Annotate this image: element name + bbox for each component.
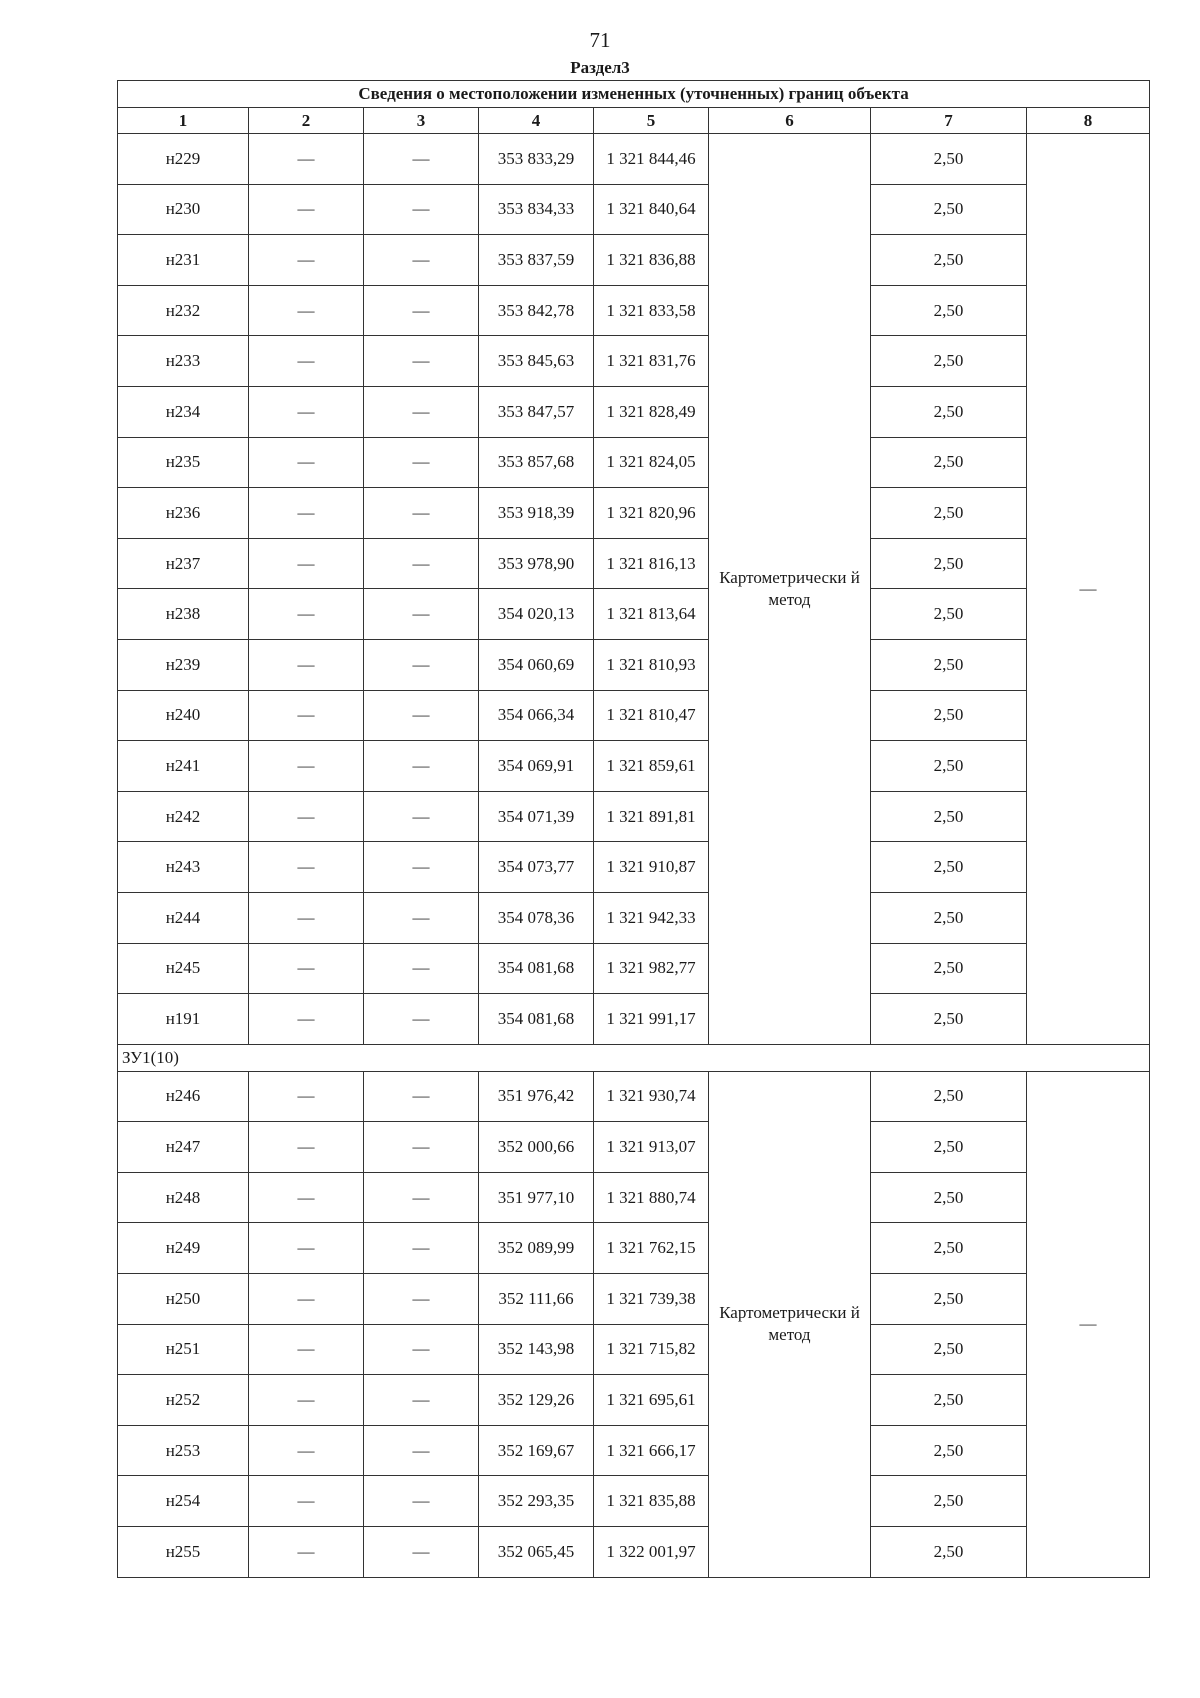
col3-cell: — xyxy=(364,639,479,690)
table-row xyxy=(118,1324,1150,1375)
col2-cell: — xyxy=(249,1375,364,1426)
point-id-cell: н254 xyxy=(118,1476,249,1527)
table-row xyxy=(118,639,1150,690)
table-row xyxy=(118,791,1150,842)
x-coordinate-cell: 354 078,36 xyxy=(479,892,594,943)
y-coordinate-cell: 1 321 833,58 xyxy=(594,285,709,336)
column-header: 3 xyxy=(364,108,479,134)
point-id-cell: н191 xyxy=(118,994,249,1045)
col2-cell: — xyxy=(249,842,364,893)
col3-cell: — xyxy=(364,1274,479,1325)
col3-cell: — xyxy=(364,235,479,286)
table-row xyxy=(118,285,1150,336)
y-coordinate-cell: 1 321 813,64 xyxy=(594,589,709,640)
page-number: 71 xyxy=(589,28,611,52)
point-id-cell: н237 xyxy=(118,538,249,589)
column-header: 6 xyxy=(709,108,871,134)
point-id-cell: н233 xyxy=(118,336,249,387)
x-coordinate-cell: 352 129,26 xyxy=(479,1375,594,1426)
col3-cell: — xyxy=(364,184,479,235)
y-coordinate-cell: 1 321 930,74 xyxy=(594,1071,709,1122)
point-id-cell: н230 xyxy=(118,184,249,235)
col2-cell: — xyxy=(249,336,364,387)
x-coordinate-cell: 354 066,34 xyxy=(479,690,594,741)
accuracy-cell: 2,50 xyxy=(871,1172,1027,1223)
x-coordinate-cell: 353 842,78 xyxy=(479,285,594,336)
y-coordinate-cell: 1 321 828,49 xyxy=(594,386,709,437)
accuracy-cell: 2,50 xyxy=(871,235,1027,286)
table-row xyxy=(118,943,1150,994)
y-coordinate-cell: 1 321 840,64 xyxy=(594,184,709,235)
accuracy-cell: 2,50 xyxy=(871,285,1027,336)
x-coordinate-cell: 354 060,69 xyxy=(479,639,594,690)
x-coordinate-cell: 352 293,35 xyxy=(479,1476,594,1527)
y-coordinate-cell: 1 321 831,76 xyxy=(594,336,709,387)
y-coordinate-cell: 1 321 913,07 xyxy=(594,1122,709,1173)
accuracy-cell: 2,50 xyxy=(871,1476,1027,1527)
x-coordinate-cell: 353 857,68 xyxy=(479,437,594,488)
x-coordinate-cell: 353 833,29 xyxy=(479,134,594,185)
table-body xyxy=(118,134,1150,1578)
col3-cell: — xyxy=(364,336,479,387)
y-coordinate-cell: 1 321 824,05 xyxy=(594,437,709,488)
point-id-cell: н255 xyxy=(118,1527,249,1578)
table-row xyxy=(118,1527,1150,1578)
point-id-cell: н236 xyxy=(118,488,249,539)
x-coordinate-cell: 352 000,66 xyxy=(479,1122,594,1173)
accuracy-cell: 2,50 xyxy=(871,741,1027,792)
table-row xyxy=(118,437,1150,488)
accuracy-cell: 2,50 xyxy=(871,639,1027,690)
table-row xyxy=(118,589,1150,640)
accuracy-cell: 2,50 xyxy=(871,386,1027,437)
point-id-cell: н249 xyxy=(118,1223,249,1274)
table-row xyxy=(118,1122,1150,1173)
table-row xyxy=(118,134,1150,185)
col2-cell: — xyxy=(249,1223,364,1274)
point-id-cell: н241 xyxy=(118,741,249,792)
y-coordinate-cell: 1 321 695,61 xyxy=(594,1375,709,1426)
x-coordinate-cell: 353 978,90 xyxy=(479,538,594,589)
col3-cell: — xyxy=(364,690,479,741)
table-row xyxy=(118,488,1150,539)
col2-cell: — xyxy=(249,488,364,539)
table-row xyxy=(118,1071,1150,1122)
col2-cell: — xyxy=(249,538,364,589)
section-title: Раздел3 xyxy=(570,58,630,77)
table-row xyxy=(118,1425,1150,1476)
accuracy-cell: 2,50 xyxy=(871,488,1027,539)
accuracy-cell: 2,50 xyxy=(871,1223,1027,1274)
method-cell: Картометрически й метод xyxy=(709,1071,871,1577)
y-coordinate-cell: 1 321 810,93 xyxy=(594,639,709,690)
accuracy-cell: 2,50 xyxy=(871,336,1027,387)
col2-cell: — xyxy=(249,285,364,336)
col3-cell: — xyxy=(364,285,479,336)
col2-cell: — xyxy=(249,690,364,741)
x-coordinate-cell: 353 834,33 xyxy=(479,184,594,235)
y-coordinate-cell: 1 322 001,97 xyxy=(594,1527,709,1578)
table-row xyxy=(118,842,1150,893)
table-row xyxy=(118,386,1150,437)
table-row xyxy=(118,235,1150,286)
y-coordinate-cell: 1 321 835,88 xyxy=(594,1476,709,1527)
accuracy-cell: 2,50 xyxy=(871,538,1027,589)
col2-cell: — xyxy=(249,943,364,994)
point-id-cell: н243 xyxy=(118,842,249,893)
x-coordinate-cell: 354 081,68 xyxy=(479,994,594,1045)
y-coordinate-cell: 1 321 982,77 xyxy=(594,943,709,994)
col2-cell: — xyxy=(249,134,364,185)
col3-cell: — xyxy=(364,1223,479,1274)
col3-cell: — xyxy=(364,538,479,589)
x-coordinate-cell: 353 918,39 xyxy=(479,488,594,539)
col3-cell: — xyxy=(364,1324,479,1375)
y-coordinate-cell: 1 321 762,15 xyxy=(594,1223,709,1274)
table-row xyxy=(118,690,1150,741)
accuracy-cell: 2,50 xyxy=(871,437,1027,488)
y-coordinate-cell: 1 321 844,46 xyxy=(594,134,709,185)
method-cell: Картометрически й метод xyxy=(709,134,871,1045)
col3-cell: — xyxy=(364,1071,479,1122)
accuracy-cell: 2,50 xyxy=(871,1122,1027,1173)
x-coordinate-cell: 352 169,67 xyxy=(479,1425,594,1476)
x-coordinate-cell: 353 847,57 xyxy=(479,386,594,437)
table-row xyxy=(118,1223,1150,1274)
col2-cell: — xyxy=(249,741,364,792)
accuracy-cell: 2,50 xyxy=(871,134,1027,185)
col2-cell: — xyxy=(249,791,364,842)
table-row xyxy=(118,538,1150,589)
col3-cell: — xyxy=(364,386,479,437)
y-coordinate-cell: 1 321 910,87 xyxy=(594,842,709,893)
point-id-cell: н242 xyxy=(118,791,249,842)
table-row xyxy=(118,336,1150,387)
accuracy-cell: 2,50 xyxy=(871,1071,1027,1122)
y-coordinate-cell: 1 321 891,81 xyxy=(594,791,709,842)
point-id-cell: н250 xyxy=(118,1274,249,1325)
point-id-cell: н238 xyxy=(118,589,249,640)
accuracy-cell: 2,50 xyxy=(871,1425,1027,1476)
col3-cell: — xyxy=(364,1172,479,1223)
col2-cell: — xyxy=(249,184,364,235)
y-coordinate-cell: 1 321 810,47 xyxy=(594,690,709,741)
point-id-cell: н240 xyxy=(118,690,249,741)
x-coordinate-cell: 354 081,68 xyxy=(479,943,594,994)
col2-cell: — xyxy=(249,1274,364,1325)
col3-cell: — xyxy=(364,791,479,842)
column-header: 5 xyxy=(594,108,709,134)
accuracy-cell: 2,50 xyxy=(871,1375,1027,1426)
col2-cell: — xyxy=(249,639,364,690)
col3-cell: — xyxy=(364,842,479,893)
y-coordinate-cell: 1 321 880,74 xyxy=(594,1172,709,1223)
accuracy-cell: 2,50 xyxy=(871,1274,1027,1325)
y-coordinate-cell: 1 321 859,61 xyxy=(594,741,709,792)
point-id-cell: н234 xyxy=(118,386,249,437)
point-id-cell: н229 xyxy=(118,134,249,185)
point-id-cell: н244 xyxy=(118,892,249,943)
col2-cell: — xyxy=(249,1122,364,1173)
column-header: 8 xyxy=(1027,108,1150,134)
x-coordinate-cell: 352 065,45 xyxy=(479,1527,594,1578)
table-row xyxy=(118,1476,1150,1527)
x-coordinate-cell: 352 089,99 xyxy=(479,1223,594,1274)
col3-cell: — xyxy=(364,488,479,539)
accuracy-cell: 2,50 xyxy=(871,943,1027,994)
column-header: 4 xyxy=(479,108,594,134)
col2-cell: — xyxy=(249,1527,364,1578)
y-coordinate-cell: 1 321 942,33 xyxy=(594,892,709,943)
y-coordinate-cell: 1 321 816,13 xyxy=(594,538,709,589)
accuracy-cell: 2,50 xyxy=(871,690,1027,741)
point-id-cell: н235 xyxy=(118,437,249,488)
x-coordinate-cell: 354 069,91 xyxy=(479,741,594,792)
group-label: ЗУ1(10) xyxy=(118,1044,1150,1071)
col3-cell: — xyxy=(364,134,479,185)
accuracy-cell: 2,50 xyxy=(871,791,1027,842)
col2-cell: — xyxy=(249,1071,364,1122)
col2-cell: — xyxy=(249,1476,364,1527)
col2-cell: — xyxy=(249,892,364,943)
table-row xyxy=(118,892,1150,943)
y-coordinate-cell: 1 321 836,88 xyxy=(594,235,709,286)
accuracy-cell: 2,50 xyxy=(871,184,1027,235)
y-coordinate-cell: 1 321 820,96 xyxy=(594,488,709,539)
x-coordinate-cell: 353 837,59 xyxy=(479,235,594,286)
point-id-cell: н248 xyxy=(118,1172,249,1223)
table-row xyxy=(118,741,1150,792)
point-id-cell: н245 xyxy=(118,943,249,994)
col2-cell: — xyxy=(249,1425,364,1476)
table-row xyxy=(118,1375,1150,1426)
x-coordinate-cell: 351 976,42 xyxy=(479,1071,594,1122)
y-coordinate-cell: 1 321 715,82 xyxy=(594,1324,709,1375)
col2-cell: — xyxy=(249,1324,364,1375)
col2-cell: — xyxy=(249,1172,364,1223)
y-coordinate-cell: 1 321 991,17 xyxy=(594,994,709,1045)
y-coordinate-cell: 1 321 666,17 xyxy=(594,1425,709,1476)
column-header: 2 xyxy=(249,108,364,134)
col3-cell: — xyxy=(364,589,479,640)
col2-cell: — xyxy=(249,235,364,286)
col3-cell: — xyxy=(364,994,479,1045)
point-id-cell: н231 xyxy=(118,235,249,286)
x-coordinate-cell: 352 143,98 xyxy=(479,1324,594,1375)
x-coordinate-cell: 352 111,66 xyxy=(479,1274,594,1325)
boundary-coordinates-table xyxy=(117,80,1150,1578)
col3-cell: — xyxy=(364,1425,479,1476)
table-row xyxy=(118,1274,1150,1325)
col2-cell: — xyxy=(249,589,364,640)
point-id-cell: н251 xyxy=(118,1324,249,1375)
point-id-cell: н247 xyxy=(118,1122,249,1173)
col3-cell: — xyxy=(364,892,479,943)
y-coordinate-cell: 1 321 739,38 xyxy=(594,1274,709,1325)
point-id-cell: н253 xyxy=(118,1425,249,1476)
table-row xyxy=(118,1172,1150,1223)
column-header: 7 xyxy=(871,108,1027,134)
col8-cell: — xyxy=(1027,134,1150,1045)
col3-cell: — xyxy=(364,1476,479,1527)
point-id-cell: н252 xyxy=(118,1375,249,1426)
x-coordinate-cell: 353 845,63 xyxy=(479,336,594,387)
col2-cell: — xyxy=(249,437,364,488)
col3-cell: — xyxy=(364,1375,479,1426)
col3-cell: — xyxy=(364,1527,479,1578)
table-row xyxy=(118,184,1150,235)
point-id-cell: н239 xyxy=(118,639,249,690)
col3-cell: — xyxy=(364,741,479,792)
table-title: Сведения о местоположении измененных (уточненных) границ объекта xyxy=(118,81,1150,108)
point-id-cell: н246 xyxy=(118,1071,249,1122)
col2-cell: — xyxy=(249,386,364,437)
accuracy-cell: 2,50 xyxy=(871,842,1027,893)
column-header: 1 xyxy=(118,108,249,134)
point-id-cell: н232 xyxy=(118,285,249,336)
accuracy-cell: 2,50 xyxy=(871,1527,1027,1578)
col3-cell: — xyxy=(364,1122,479,1173)
x-coordinate-cell: 351 977,10 xyxy=(479,1172,594,1223)
col2-cell: — xyxy=(249,994,364,1045)
accuracy-cell: 2,50 xyxy=(871,1324,1027,1375)
x-coordinate-cell: 354 020,13 xyxy=(479,589,594,640)
col3-cell: — xyxy=(364,437,479,488)
group-label-row xyxy=(118,1044,1150,1071)
x-coordinate-cell: 354 073,77 xyxy=(479,842,594,893)
table-row xyxy=(118,994,1150,1045)
accuracy-cell: 2,50 xyxy=(871,994,1027,1045)
x-coordinate-cell: 354 071,39 xyxy=(479,791,594,842)
accuracy-cell: 2,50 xyxy=(871,892,1027,943)
accuracy-cell: 2,50 xyxy=(871,589,1027,640)
col3-cell: — xyxy=(364,943,479,994)
col8-cell: — xyxy=(1027,1071,1150,1577)
